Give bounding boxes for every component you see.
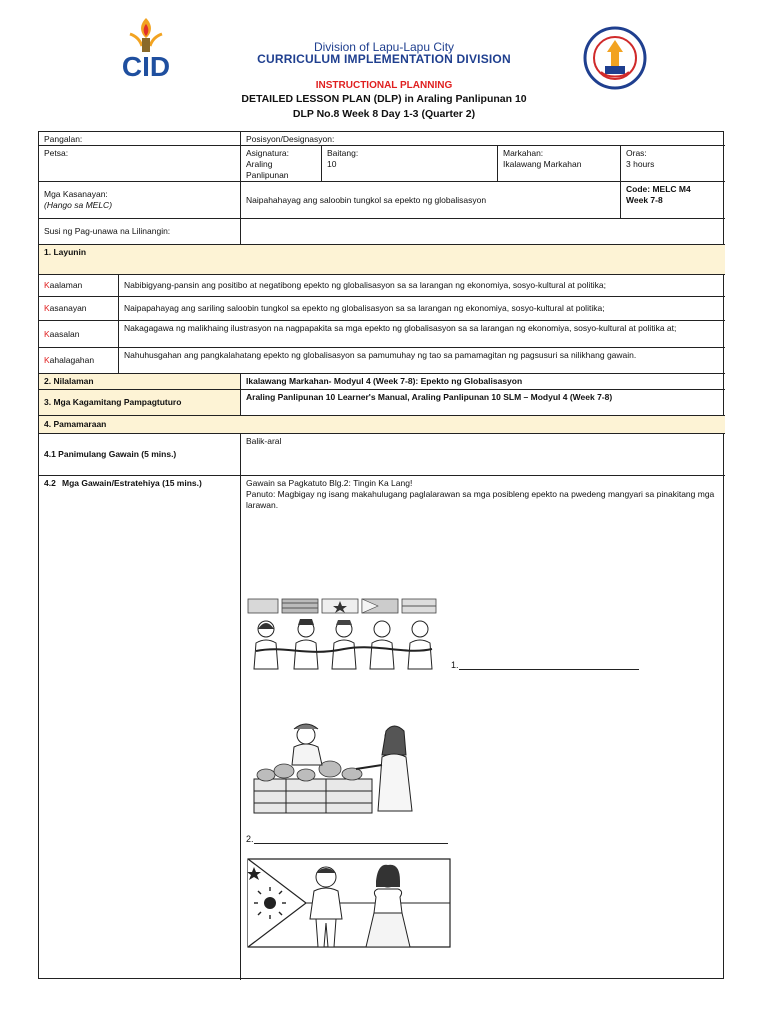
panimula-label-cell: [39, 434, 241, 476]
oras-label: Oras:: [626, 148, 647, 158]
lesson-plan-table: [38, 131, 724, 979]
kahalagahan-initial: K: [44, 355, 50, 366]
gawain-label: Mga Gawain/Estratehiya (15 mins.): [62, 478, 202, 488]
kasanayan-value: Naipahahayag ang saloobin tungkol sa epekto ng globalisasyon: [246, 194, 487, 205]
kagamitan-label: 3. Mga Kagamitang Pampagtuturo: [44, 397, 182, 408]
kagamitan-label-cell: [39, 390, 241, 416]
kasanayan2-label: asanayan: [49, 303, 87, 314]
panimula-value-cell: [241, 434, 725, 476]
panimula-value: Balik-aral: [246, 436, 282, 446]
kasanayan2-text: Naipapahayag ang sariling saloobin tungkol sa epekto ng globalisasyon sa sa larangan ng ekonomiya, sosyo-kultural at politika;: [124, 303, 605, 314]
kahalagahan-text: Nahuhusgahan ang pangkalahatang epekto ng globalisasyon sa pamumuhay ng tao sa pamamagitan ng pagsusuri sa nilikhang gawain.: [124, 350, 637, 360]
kasanayan2-initial: K: [44, 303, 50, 314]
posisyon-cell: [241, 132, 725, 146]
code-cell: [621, 182, 725, 219]
oras-cell: [621, 146, 725, 182]
pamamaraan-label: 4. Pamamaraan: [44, 419, 107, 430]
section-title: INSTRUCTIONAL PLANNING: [315, 80, 453, 91]
susi-value-cell: [241, 219, 725, 245]
kaasalan-text-cell: [119, 321, 725, 348]
kaasalan-text: Nakagagawa ng malikhaing ilustrasyon na nagpapakita sa mga epekto ng globalisasyon sa sa larangan ng ekonomiya, sosyo-kultural at politika at;: [124, 323, 677, 333]
layunin-label: 1. Layunin: [44, 247, 87, 257]
melc-week: Week 7-8: [626, 194, 663, 205]
baitang-label: Baitang:: [327, 148, 359, 158]
division-name: Division of Lapu-Lapu City: [313, 40, 455, 54]
nilalaman-value: Ikalawang Markahan- Modyul 4 (Week 7-8): Epekto ng Globalisasyon: [246, 376, 523, 386]
nilalaman-value-cell: [241, 374, 725, 390]
susi-label-cell: [39, 219, 241, 245]
kaalaman-text-cell: [119, 275, 725, 297]
gawain-label-cell: [39, 476, 241, 980]
asignatura-label: Asignatura:: [246, 148, 289, 158]
answer-1-line[interactable]: [459, 669, 639, 670]
answer-1-number: 1.: [451, 660, 459, 670]
nilalaman-label: 2. Nilalaman: [44, 376, 94, 387]
baitang-value: 10: [327, 158, 337, 169]
asignatura-cell: [241, 146, 322, 182]
market-vendor-illustration: [246, 719, 418, 815]
answer-2-number: 2.: [246, 834, 254, 844]
kasanayan-value-cell: [241, 182, 621, 219]
markahan-value: Ikalawang Markahan: [503, 158, 582, 169]
plan-title: DETAILED LESSON PLAN (DLP) in Araling Panlipunan 10: [241, 93, 527, 105]
office-name: CURRICULUM IMPLEMENTATION DIVISION: [257, 52, 511, 66]
nilalaman-label-cell: [39, 374, 241, 390]
pamamaraan-header: [39, 416, 725, 434]
kaalaman-label-cell: [39, 275, 119, 297]
kasanayan2-text-cell: [119, 297, 725, 321]
filipino-children-illustration: [246, 857, 452, 950]
kahalagahan-label: ahalagahan: [49, 355, 95, 366]
kaasalan-label: aasalan: [49, 328, 80, 339]
pangalan-label: Pangalan:: [44, 134, 83, 144]
pangalan-cell: [39, 132, 241, 146]
globalization-people-illustration: [246, 597, 439, 672]
kasanayan-label-cell: [39, 182, 241, 219]
document-header: [0, 0, 768, 130]
susi-label: Susi ng Pag-unawa na Lilinangin:: [44, 226, 171, 237]
kaalaman-initial: K: [44, 280, 50, 291]
kagamitan-value: Araling Panlipunan 10 Learner's Manual, Araling Panlipunan 10 SLM – Modyul 4 (Week 7-8): [246, 392, 613, 402]
kaasalan-initial: K: [44, 328, 50, 339]
kaalaman-text: Nabibigyang-pansin ang positibo at negatibong epekto ng globalisasyon sa sa larangan ng ekonomiya, sosyo-kultural at politika;: [124, 280, 606, 291]
melc-code: Code: MELC M4: [626, 184, 691, 194]
panimula-label: 4.1 Panimulang Gawain (5 mins.): [44, 449, 177, 460]
asignatura-value: Araling Panlipunan: [246, 158, 289, 180]
kasanayan-note: (Hango sa MELC): [44, 200, 113, 210]
kasanayan-label: Mga Kasanayan:: [44, 189, 108, 200]
posisyon-label: Posisyon/Designasyon:: [246, 134, 335, 144]
petsa-label: Petsa:: [44, 148, 69, 158]
gawain-title: Gawain sa Pagkatuto Blg.2: Tingin Ka Lang!: [246, 478, 413, 488]
markahan-cell: [498, 146, 621, 182]
gawain-number: 4.2: [44, 478, 56, 488]
layunin-header: [39, 245, 725, 275]
oras-value: 3 hours: [626, 158, 655, 169]
answer-2-line[interactable]: [254, 843, 448, 844]
plan-subtitle: DLP No.8 Week 8 Day 1-3 (Quarter 2): [292, 108, 476, 120]
kahalagahan-label-cell: [39, 348, 119, 374]
kasanayan2-label-cell: [39, 297, 119, 321]
kaasalan-label-cell: [39, 321, 119, 348]
kagamitan-value-cell: [241, 390, 725, 416]
gawain-panuto: Panuto: Magbigay ng isang makahulugang paglalarawan sa mga posibleng epekto na pwedeng mangyari sa pinakitang mga larawan.: [246, 488, 715, 510]
kahalagahan-text-cell: [119, 348, 725, 374]
svg-text:CID: CID: [121, 51, 171, 82]
markahan-label: Markahan:: [503, 148, 544, 158]
baitang-cell: [322, 146, 498, 182]
petsa-cell: [39, 146, 241, 182]
kaalaman-label: aalaman: [49, 280, 83, 291]
